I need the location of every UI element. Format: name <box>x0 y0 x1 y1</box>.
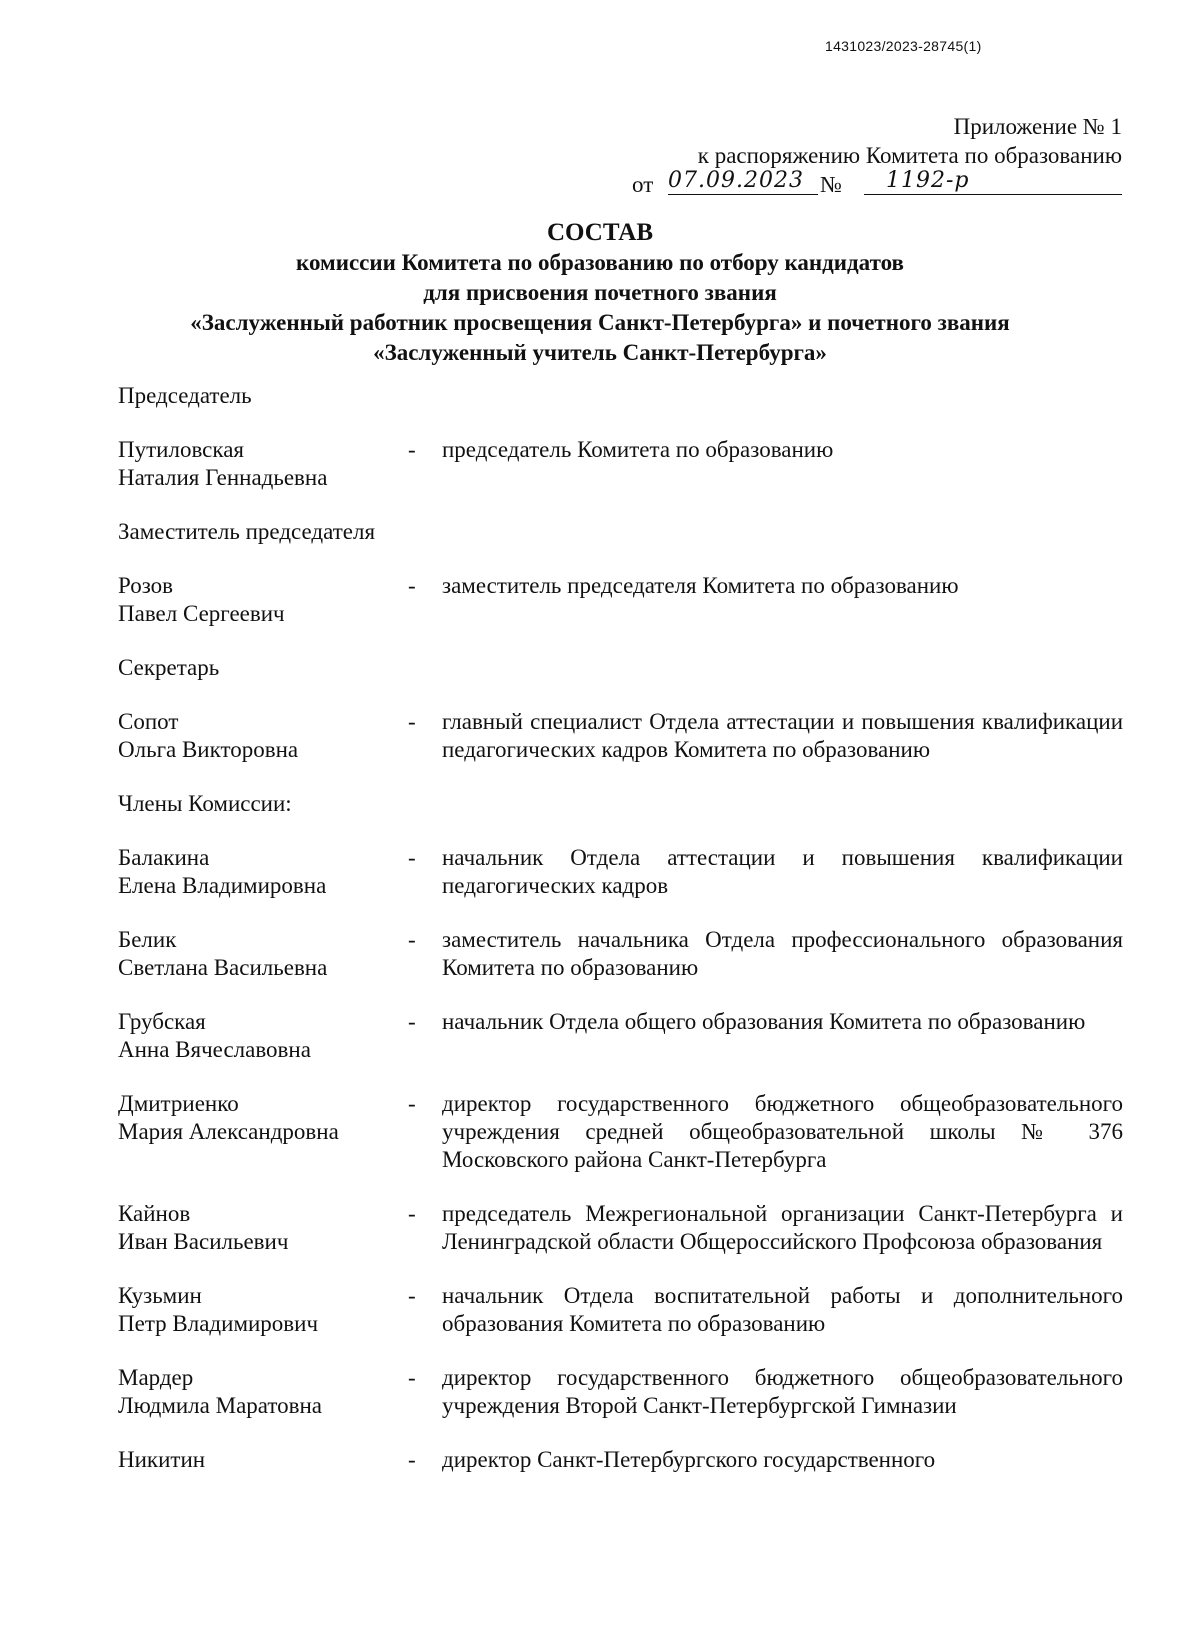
member-row <box>118 1090 1123 1174</box>
dash: - <box>408 1283 416 1308</box>
member-row <box>118 926 1123 982</box>
commission-list <box>118 382 1123 1500</box>
member-surname: Мардер <box>118 1365 194 1390</box>
from-label: от <box>632 172 654 197</box>
dash: - <box>408 1201 416 1226</box>
member-position: председатель Комитета по образованию <box>442 437 834 462</box>
document-title <box>60 218 1140 368</box>
member-position: заместитель начальника Отдела профессионального образования Комитета по образованию <box>442 927 1123 980</box>
member-surname: Никитин <box>118 1447 206 1472</box>
appendix-order-ref: к распоряжению Комитета по образованию <box>697 143 1122 168</box>
member-position: директор Санкт-Петербургского государственного <box>442 1447 936 1472</box>
member-position: председатель Межрегиональной организации Санкт-Петербурга и Ленинградской области Общероссийского Профсоюза образования <box>442 1201 1123 1254</box>
dash: - <box>408 709 416 734</box>
member-name <box>118 1446 408 1474</box>
number-label: № <box>820 172 842 197</box>
title-line-1: комиссии Комитета по образованию по отбору кандидатов <box>296 250 904 275</box>
member-given-name: Ольга Викторовна <box>118 737 299 762</box>
member-row <box>118 436 1123 492</box>
title-line-3: «Заслуженный работник просвещения Санкт-Петербурга» и почетного звания <box>190 310 1010 335</box>
member-given-name: Светлана Васильевна <box>118 955 328 980</box>
member-given-name: Иван Васильевич <box>118 1229 289 1254</box>
appendix-title: Приложение № 1 <box>953 114 1122 139</box>
member-given-name: Людмила Маратовна <box>118 1393 323 1418</box>
member-row <box>118 572 1123 628</box>
member-surname: Кайнов <box>118 1201 191 1226</box>
section-secretary: Секретарь <box>118 655 220 680</box>
member-position: начальник Отдела воспитательной работы и дополнительного образования Комитета по образованию <box>442 1283 1123 1336</box>
member-row <box>118 1446 1123 1474</box>
member-given-name: Павел Сергеевич <box>118 601 285 626</box>
member-surname: Розов <box>118 573 174 598</box>
appendix-block <box>602 112 1122 200</box>
title-line-2: для присвоения почетного звания <box>423 280 777 305</box>
title-line-4: «Заслуженный учитель Санкт-Петербурга» <box>373 340 827 365</box>
member-surname: Дмитриенко <box>118 1091 239 1116</box>
member-position: заместитель председателя Комитета по образованию <box>442 573 959 598</box>
member-name <box>118 436 408 492</box>
member-name <box>118 1282 408 1338</box>
member-surname: Белик <box>118 927 177 952</box>
dash: - <box>408 927 416 952</box>
member-name <box>118 844 408 900</box>
document-number: 1431023/2023-28745(1) <box>825 38 982 54</box>
member-position: начальник Отдела аттестации и повышения квалификации педагогических кадров <box>442 845 1123 898</box>
order-date-number-line <box>602 170 1122 200</box>
member-row <box>118 1200 1123 1256</box>
member-row <box>118 1008 1123 1064</box>
member-name <box>118 1090 408 1174</box>
dash: - <box>408 845 416 870</box>
member-given-name: Елена Владимировна <box>118 873 327 898</box>
member-name <box>118 1008 408 1064</box>
member-surname: Путиловская <box>118 437 244 462</box>
section-members: Члены Комиссии: <box>118 791 292 816</box>
member-row <box>118 1282 1123 1338</box>
section-chairman: Председатель <box>118 383 252 408</box>
member-given-name: Петр Владимирович <box>118 1311 319 1336</box>
member-surname: Сопот <box>118 709 179 734</box>
member-name <box>118 708 408 764</box>
member-row <box>118 708 1123 764</box>
member-row <box>118 1364 1123 1420</box>
dash: - <box>408 1365 416 1390</box>
dash: - <box>408 573 416 598</box>
member-position: главный специалист Отдела аттестации и повышения квалификации педагогических кадров Комитета по образованию <box>442 709 1123 762</box>
dash: - <box>408 1091 416 1116</box>
title-heading: СОСТАВ <box>546 219 654 246</box>
member-row <box>118 844 1123 900</box>
order-number-handwritten: 1192-р <box>864 168 1122 195</box>
member-surname: Грубская <box>118 1009 206 1034</box>
dash: - <box>408 1447 416 1472</box>
member-name <box>118 926 408 982</box>
member-name <box>118 1364 408 1420</box>
member-given-name: Мария Александровна <box>118 1119 339 1144</box>
member-name <box>118 572 408 628</box>
section-deputy: Заместитель председателя <box>118 519 376 544</box>
dash: - <box>408 1009 416 1034</box>
member-position: директор государственного бюджетного общеобразовательного учреждения средней общеобразовательной школы № 376 Московского района Санкт-Петербурга <box>442 1091 1123 1172</box>
member-given-name: Анна Вячеславовна <box>118 1037 311 1062</box>
member-name <box>118 1200 408 1256</box>
dash: - <box>408 437 416 462</box>
member-surname: Балакина <box>118 845 210 870</box>
member-position: начальник Отдела общего образования Комитета по образованию <box>442 1009 1086 1034</box>
order-date-handwritten: 07.09.2023 <box>668 168 818 195</box>
member-position: директор государственного бюджетного общеобразовательного учреждения Второй Санкт-Петербургской Гимназии <box>442 1365 1123 1418</box>
member-surname: Кузьмин <box>118 1283 202 1308</box>
member-given-name: Наталия Геннадьевна <box>118 465 328 490</box>
